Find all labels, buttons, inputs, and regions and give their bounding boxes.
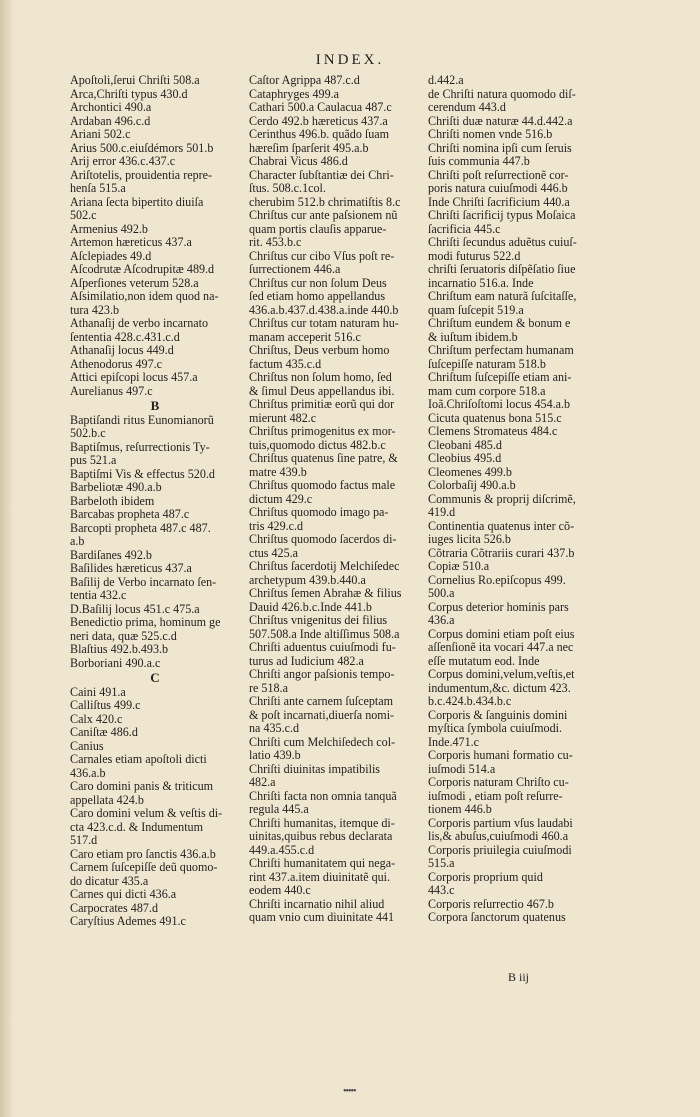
index-entry-line: Chriſti nomen vnde 516.b xyxy=(428,127,553,141)
index-entry-line: Chriſtus ſemen Abrahæ & filius xyxy=(249,586,402,600)
index-entry-line: pus 521.a xyxy=(70,453,117,467)
index-entry-line: Chriſti humanitatem qui nega- xyxy=(249,856,396,870)
index-entry-line: tentia 432.c xyxy=(70,588,127,602)
index-entry-line: Aſcodrutæ Aſcodrupitæ 489.d xyxy=(70,262,215,276)
index-entry-line: Carnem ſuſcepiſſe deũ quomo- xyxy=(70,860,218,874)
index-entry-line: Chriſtus primogenitus ex mor- xyxy=(249,424,396,438)
index-entry-line: b.c.424.b.434.b.c xyxy=(428,694,512,708)
index-entry-line: tionem 446.b xyxy=(428,802,492,816)
index-entry-line: Carnes qui dicti 436.a xyxy=(70,887,177,901)
index-entry-line: Cicuta quatenus bona 515.c xyxy=(428,410,562,425)
index-entry-line: Caro etiam pro ſanctis 436.a.b xyxy=(70,846,216,861)
index-entry-line: 515.a xyxy=(428,856,455,870)
index-entry-line: dictum 429.c xyxy=(249,491,313,506)
index-entry-line: archetypum 439.b.440.a xyxy=(249,572,366,587)
index-entry-line: tura 423.b xyxy=(70,302,120,317)
index-entry-line: Chriſti ſecundus aduẽtus cuiuſ- xyxy=(428,235,577,249)
page-title: INDEX. xyxy=(315,52,385,68)
index-entry-line: Corpus deterior hominis pars xyxy=(428,599,569,614)
page-binding-shadow xyxy=(0,0,14,1117)
index-entry-line: matre 439.b xyxy=(249,464,307,479)
index-entry-line: Cataphryges 499.a xyxy=(249,86,340,101)
index-entry-line: incarnatio 516.a. Inde xyxy=(428,275,534,290)
index-entry-line: Aſsimilatio,non idem quod na- xyxy=(70,289,219,303)
index-entry-line: eodem 440.c xyxy=(249,883,311,897)
index-entry-line: Cleobius 495.d xyxy=(428,451,502,465)
index-entry-line: 500.a xyxy=(428,586,455,600)
index-entry-line: Chriſti facta non omnia tanquã xyxy=(249,788,397,803)
index-entry-line: Aurelianus 497.c xyxy=(70,383,153,398)
index-entry-line: Arij error 436.c.437.c xyxy=(70,154,176,168)
index-entry-line: Chriſtum eam naturã ſuſcitaſſe, xyxy=(428,289,577,303)
index-entry-line: Cleomenes 499.b xyxy=(428,464,512,479)
index-entry-line: 482.a xyxy=(249,775,276,789)
section-letter: C xyxy=(150,670,160,685)
index-entry-line: Arius 500.c.eiuſdémors 501.b xyxy=(70,140,214,155)
index-entry-line: a.b xyxy=(70,534,85,548)
index-entry-line: 436.a.b.437.d.438.a.inde 440.b xyxy=(249,302,399,317)
ornament-dots: ••••• xyxy=(343,1086,356,1097)
index-entry-line: Chriſti cum Melchiſedech col- xyxy=(249,734,396,749)
index-entry-line: regula 445.a xyxy=(249,802,309,816)
index-entry-line: cta 423.c.d. & Indumentum xyxy=(70,819,204,834)
index-entry-line: re 518.a xyxy=(249,680,288,695)
index-entry-line: Corporis humani formatio cu- xyxy=(428,748,573,762)
index-entry-line: Aſclepiades 49.d xyxy=(70,248,152,263)
index-entry-line: latio 439.b xyxy=(249,748,301,762)
index-entry-line: Chabrai Vicus 486.d xyxy=(249,154,348,168)
index-entry-line: 436.a xyxy=(428,613,455,627)
index-entry-line: Continentia quatenus inter cõ- xyxy=(428,518,575,533)
index-entry-line: Archontici 490.a xyxy=(70,100,152,114)
index-entry-line: Calliſtus 499.c xyxy=(70,698,141,712)
index-entry-line: Apoſtoli,ſerui Chriſti 508.a xyxy=(70,73,200,87)
index-entry-line: Chriſtus cur totam naturam hu- xyxy=(249,316,399,330)
index-entry-line: Character ſubſtantiæ dei Chri- xyxy=(249,167,394,182)
index-entry-line: do dicatur 435.a xyxy=(70,873,149,888)
index-entry-line: Cleobani 485.d xyxy=(428,437,502,452)
index-entry-line: Ariſtotelis, prouidentia repre- xyxy=(70,167,213,182)
index-entry-line: Chriſti ante carnem ſuſceptam xyxy=(249,694,394,708)
index-entry-line: Caryſtius Ademes 491.c xyxy=(70,914,186,928)
index-entry-line: Chriſtus non ſolum homo, ſed xyxy=(249,370,392,384)
index-entry-line: Calx 420.c xyxy=(70,711,123,726)
index-entry-line: uinitas,quibus rebus declarata xyxy=(249,829,393,843)
index-entry-line: Chriſtum ſuſcepiſſe etiam ani- xyxy=(428,370,572,384)
index-entry-line: Corporis reſurrectio 467.b xyxy=(428,896,554,911)
index-entry-line: Caro domini panis & triticum xyxy=(70,779,214,793)
index-entry-line: iuges licita 526.b xyxy=(428,532,511,546)
index-entry-line: rit. 453.b.c xyxy=(249,235,302,249)
index-entry-line: Colorbaſij 490.a.b xyxy=(428,478,516,492)
index-entry-line: Borboriani 490.a.c xyxy=(70,655,161,670)
index-entry-line: 449.a.455.c.d xyxy=(249,842,315,857)
index-entry-line: eſſe mutatum eod. Inde xyxy=(428,653,540,668)
index-entry-line: Armenius 492.b xyxy=(70,221,148,236)
index-entry-line: Bardiſanes 492.b xyxy=(70,547,152,562)
index-entry-line: myſtica ſymbola cuiuſmodi. xyxy=(428,721,563,735)
index-entry-line: Ariana ſecta bipertito diuiſa xyxy=(70,194,204,209)
index-entry-line: Corpora ſanctorum quatenus xyxy=(428,910,566,924)
index-entry-line: Inde Chriſti ſacrificium 440.a xyxy=(428,194,570,209)
index-entry-line: & poſt incarnati,diuerſa nomi- xyxy=(249,707,395,722)
index-entry-line: Baſilides hæreticus 437.a xyxy=(70,561,192,575)
index-entry-line: Baſilij de Verbo incarnato ſen- xyxy=(70,574,217,589)
index-entry-line: hæreſim ſparſerit 495.a.b xyxy=(249,140,369,155)
index-entry-line: Barbeloth ibidem xyxy=(70,493,155,508)
index-entry-line: Aſperſiones veterum 528.a xyxy=(70,275,199,290)
signature-mark: B iij xyxy=(508,970,530,984)
index-entry-line: Arca,Chriſti typus 430.d xyxy=(70,86,188,101)
index-column-1 xyxy=(70,74,240,929)
index-entry-line: & ſimul Deus appellandus ibi. xyxy=(249,383,395,398)
index-entry-line: Corporis naturam Chriſto cu- xyxy=(428,775,569,789)
index-entry-line: Cornelius Ro.epiſcopus 499. xyxy=(428,572,566,587)
index-entry-line: Cerdo 492.b hæreticus 437.a xyxy=(249,113,388,128)
index-entry-line: ſuis communia 447.b xyxy=(428,154,530,168)
index-entry-line: Corporis priuilegia cuiuſmodi xyxy=(428,842,572,857)
index-entry-line: Chriſtus quomodo ſacerdos di- xyxy=(249,532,397,546)
index-entry-line: ſententia 428.c.431.c.d xyxy=(70,329,180,344)
index-entry-line: na 435.c.d xyxy=(249,721,300,735)
index-entry-line: factum 435.c.d xyxy=(249,356,322,371)
index-entry-line: Chriſtus ſacerdotij Melchiſedec xyxy=(249,559,400,573)
index-entry-line: Chriſtus cur cibo Vſus poſt re- xyxy=(249,248,395,263)
index-entry-line: D.Baſilij locus 451.c 475.a xyxy=(70,601,200,616)
index-entry-line: quam portis clauſis apparue- xyxy=(249,221,387,236)
index-entry-line: Chriſtus quomodo imago pa- xyxy=(249,505,389,519)
index-entry-line: cerendum 443.d xyxy=(428,100,506,114)
index-entry-line: Caro domini velum & veſtis di- xyxy=(70,806,223,820)
index-entry-line: 443.c xyxy=(428,883,455,897)
index-entry-line: Chriſti nomina ipſi cum ſeruis xyxy=(428,140,572,155)
index-entry-line: Carnales etiam apoſtoli dicti xyxy=(70,752,207,766)
index-entry-line: Athenodorus 497.c xyxy=(70,356,163,371)
index-entry-line: Communis & proprij diſcrimẽ, xyxy=(428,491,576,506)
index-entry-line: Chriſtus, Deus verbum homo xyxy=(249,343,390,357)
index-column-3 xyxy=(428,74,598,925)
index-entry-line: modi futurus 522.d xyxy=(428,248,521,263)
index-entry-line: Inde.471.c xyxy=(428,734,480,749)
index-entry-line: Baptiſandi ritus Eunomianorũ xyxy=(70,412,214,427)
index-entry-line: neri data, quæ 525.c.d xyxy=(70,628,177,643)
index-entry-line: Chriſtum eundem & bonum e xyxy=(428,316,571,330)
index-entry-line: Ardaban 496.c.d xyxy=(70,113,151,128)
index-entry-line: Barcopti propheta 487.c 487. xyxy=(70,520,211,535)
index-entry-line: iuſmodi , etiam poſt reſurre- xyxy=(428,788,563,803)
index-entry-line: cherubim 512.b chrimatiſtis 8.c xyxy=(249,194,401,209)
index-entry-line: 507.508.a Inde altiſſimus 508.a xyxy=(249,626,400,641)
index-entry-line: appellata 424.b xyxy=(70,792,144,807)
index-entry-line: ſacrificia 445.c xyxy=(428,221,501,236)
index-entry-line: Corporis & ſanguinis domini xyxy=(428,707,568,722)
index-entry-line: ſurrectionem 446.a xyxy=(249,262,341,276)
index-entry-line: rint 437.a.item diuinitatẽ qui. xyxy=(249,869,391,884)
index-entry-line: Carpocrates 487.d xyxy=(70,900,158,915)
index-entry-line: ſuſcepiſſe naturam 518.b xyxy=(428,356,546,371)
index-entry-line: Chriſtus cur non ſolum Deus xyxy=(249,275,387,290)
index-entry-line: iuſmodi 514.a xyxy=(428,761,496,776)
index-entry-line: Clemens Stromateus 484.c xyxy=(428,424,558,438)
index-entry-line: Baptiſmus, reſurrectionis Ty- xyxy=(70,439,210,454)
index-entry-line: Cerinthus 496.b. quãdo ſuam xyxy=(249,127,390,141)
index-entry-line: Chriſti aduentus cuiuſmodi fu- xyxy=(249,640,396,654)
index-entry-line: Barbeliotæ 490.a.b xyxy=(70,480,162,494)
index-entry-line: Chriſti poſt reſurrectionẽ cor- xyxy=(428,167,569,182)
index-entry-line: Corpus domini,velum,veſtis,et xyxy=(428,667,575,681)
index-entry-line: Attici epiſcopi locus 457.a xyxy=(70,370,198,384)
index-entry-line: Corporis proprium quid xyxy=(428,869,543,884)
index-entry-line: Copiæ 510.a xyxy=(428,559,490,573)
index-entry-line: indumentum,&c. dictum 423. xyxy=(428,680,571,695)
index-entry-line: turus ad Iudicium 482.a xyxy=(249,653,364,668)
index-entry-line: Baptiſmi Vis & effectus 520.d xyxy=(70,466,215,481)
index-entry-line: 502.b.c xyxy=(70,426,106,440)
section-letter: B xyxy=(150,398,160,413)
index-entry-line: quam vnio cum diuinitate 441 xyxy=(249,910,395,924)
index-entry-line: Athanaſij locus 449.d xyxy=(70,343,174,357)
index-entry-line: Benedictio prima, hominum ge xyxy=(70,615,221,629)
index-entry-line: manam acceperit 516.c xyxy=(249,329,361,344)
index-entry-line: Cathari 500.a Caulacua 487.c xyxy=(249,100,392,114)
index-entry-line: 517.d xyxy=(70,833,98,847)
index-entry-line: Corporis partium vſus laudabi xyxy=(428,815,573,830)
index-entry-line: Artemon hæreticus 437.a xyxy=(70,235,192,249)
index-entry-line: Chriſtus quomodo factus male xyxy=(249,478,396,492)
index-entry-line: Athanaſij de verbo incarnato xyxy=(70,316,209,330)
index-entry-line: Ioã.Chriſoſtomi locus 454.a.b xyxy=(428,397,571,411)
index-entry-line: tuis,quomodo dictus 482.b.c xyxy=(249,437,386,452)
index-entry-line: quam ſuſcepit 519.a xyxy=(428,302,524,317)
index-entry-line: Blaſtius 492.b.493.b xyxy=(70,642,169,656)
index-entry-line: Chriſti incarnatio nihil aliud xyxy=(249,896,385,911)
index-entry-line: 502.c xyxy=(70,208,97,222)
index-entry-line: de Chriſti natura quomodo diſ- xyxy=(428,86,576,101)
index-entry-line: Corpus domini etiam poſt eius xyxy=(428,626,575,641)
index-entry-line: Caini 491.a xyxy=(70,684,126,699)
index-entry-line: mam cum corpore 518.a xyxy=(428,383,546,398)
index-entry-line: Chriſtus primitiæ eorũ qui dor xyxy=(249,397,395,411)
index-entry-line: poris natura cuiuſmodi 446.b xyxy=(428,181,568,195)
index-entry-line: Caniſtæ 486.d xyxy=(70,725,138,739)
index-entry-line: ctus 425.a xyxy=(249,545,299,560)
index-entry-line: tris 429.c.d xyxy=(249,518,304,533)
index-entry-line: Canius xyxy=(70,738,104,753)
index-entry-line: lis,& abuſus,cuiuſmodi 460.a xyxy=(428,829,569,843)
index-entry-line: Chriſtum perfectam humanam xyxy=(428,343,574,357)
index-entry-line: mierunt 482.c xyxy=(249,410,317,425)
index-entry-line: Chriſti ſacrificij typus Moſaica xyxy=(428,208,576,222)
index-column-2 xyxy=(249,74,421,925)
index-entry-line: Chriſtus cur ante paſsionem nũ xyxy=(249,208,398,222)
index-entry-line: Chriſti duæ naturæ 44.d.442.a xyxy=(428,113,573,128)
index-entry-line: chriſti ſeruatoris diſpẽſatio ſiue xyxy=(428,262,576,276)
index-entry-line: Chriſti diuinitas impatibilis xyxy=(249,761,381,776)
index-entry-line: aſſenſionẽ ita vocari 447.a nec xyxy=(428,640,574,654)
index-entry-line: 436.a.b xyxy=(70,765,106,780)
index-entry-line: henſa 515.a xyxy=(70,181,126,195)
index-entry-line: ſtus. 508.c.1col. xyxy=(249,181,326,195)
index-entry-line: Dauid 426.b.c.Inde 441.b xyxy=(249,599,372,614)
index-entry-line: Chriſti angor paſsionis tempo- xyxy=(249,667,395,681)
index-entry-line: Caſtor Agrippa 487.c.d xyxy=(249,73,360,87)
index-entry-line: d.442.a xyxy=(428,73,464,87)
index-entry-line: Chriſtus vnigenitus dei filius xyxy=(249,613,388,627)
index-entry-line: Cõtraria Cõtrariis curari 437.b xyxy=(428,545,575,560)
index-entry-line: ſed etiam homo appellandus xyxy=(249,289,386,303)
index-entry-line: 419.d xyxy=(428,505,456,519)
index-entry-line: & iuſtum ibidem.b xyxy=(428,329,518,344)
index-entry-line: Barcabas propheta 487.c xyxy=(70,507,190,521)
index-entry-line: Chriſti humanitas, itemque di- xyxy=(249,815,395,830)
index-entry-line: Ariani 502.c xyxy=(70,127,131,141)
index-entry-line: Chriſtus quatenus ſine patre, & xyxy=(249,451,398,465)
